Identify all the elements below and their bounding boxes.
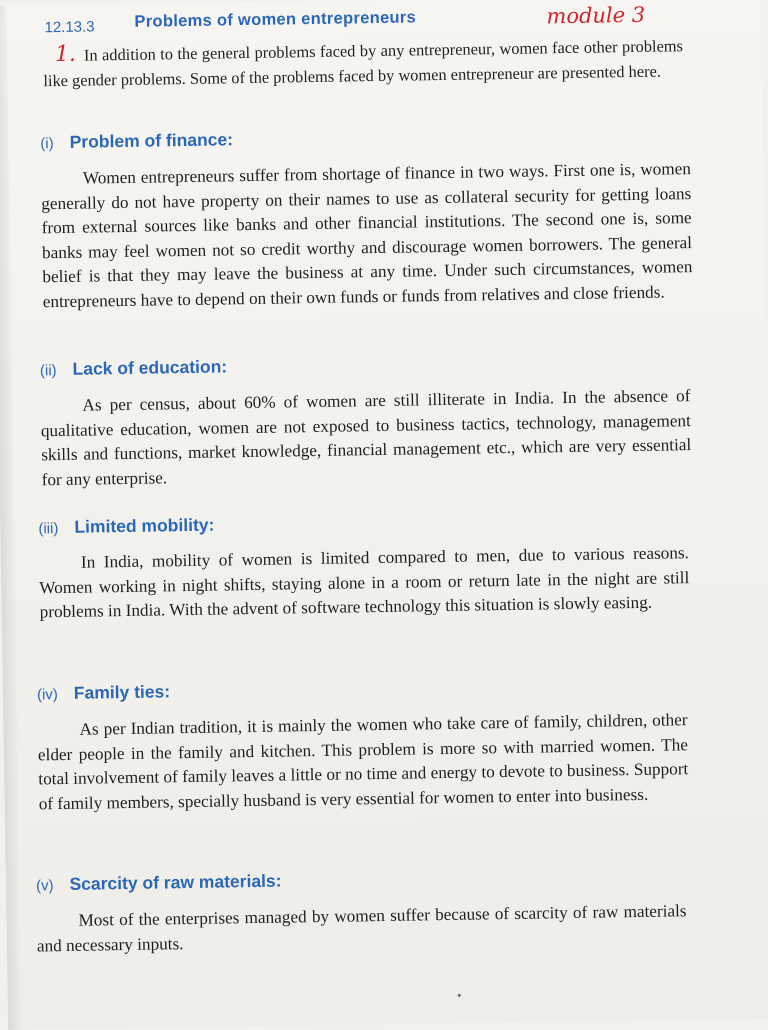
paragraph-raw-materials: Most of the enterprises managed by women suffer because of scarcity of raw materials and necessary inputs. <box>36 901 687 956</box>
subheading-title: Family ties: <box>73 681 171 703</box>
paragraph-family-ties: As per Indian tradition, it is mainly the women who take care of family, children, other elder people in the family and kitchen. This problem is more so with married women. The total involvement of family leaves a little or no time and energy to devote to business. Support of family members, specially husband is very essential for women to enter into business. <box>37 710 689 814</box>
subheading-numeral: (iv) <box>36 686 58 704</box>
intro-paragraph <box>43 33 684 93</box>
subheading-family-ties <box>37 681 170 704</box>
paragraph-mobility: In India, mobility of women is limited compared to men, due to various reasons. Women working in night shifts, staying alone in a room or return late in the night are still problems in India. With the advent of software technology this situation is slowly easing. <box>39 543 690 622</box>
subheading-numeral: (i) <box>40 135 54 153</box>
subheading-raw-materials <box>36 871 282 896</box>
subheading-title: Lack of education: <box>72 356 228 379</box>
section-number: 12.13.3 <box>44 18 95 37</box>
subheading-mobility <box>38 515 214 539</box>
section-title: Problems of women entrepreneurs <box>134 8 417 31</box>
handwritten-module-note: module 3 <box>546 2 646 29</box>
subheading-title: Problem of finance: <box>69 129 234 152</box>
subheading-education <box>40 356 228 380</box>
paragraph-finance: Women entrepreneurs suffer from shortage of finance in two ways. First one is, women generally do not have property on their names to use as collateral security for getting loans from external sources like banks and other financial institutions. The second one is, some banks may feel women not so credit worthy and discourage women borrowers. The general belief is that they may leave the business at any time. Under such circumstances, women entrepreneurs have to depend on their own funds or funds from relatives and close friends. <box>41 159 693 312</box>
page-speck <box>458 994 461 997</box>
subheading-finance <box>40 129 233 153</box>
subheading-numeral: (v) <box>35 877 54 895</box>
subheading-title: Scarcity of raw materials: <box>69 870 282 894</box>
subheading-title: Limited mobility: <box>74 514 215 537</box>
subheading-numeral: (iii) <box>38 520 59 538</box>
intro-text: In addition to the general problems faced by any entrepreneur, women face other problems like gender problems. Some of the problems faced by women entrepreneur are presented here. <box>43 36 684 90</box>
page-binding-edge <box>0 6 22 1030</box>
subheading-numeral: (ii) <box>39 362 57 380</box>
handwritten-number-marker: 1. <box>54 41 77 68</box>
paragraph-education: As per census, about 60% of women are still illiterate in India. In the absence of qualitative education, women are not exposed to business tactics, technology, management skills and functions, market knowledge, financial management etc., which are very essential for any enterprise. <box>40 386 692 490</box>
